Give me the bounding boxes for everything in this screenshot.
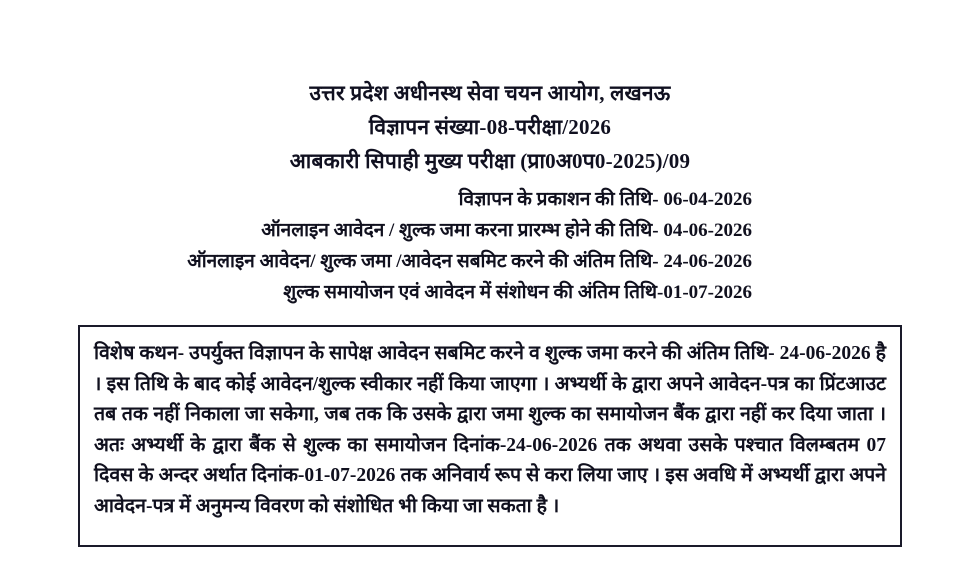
- date-application-start: ऑनलाइन आवेदन / शुल्क जमा करना प्रारम्भ होने की तिथि- 04-06-2026: [261, 220, 752, 241]
- exam-name: आबकारी सिपाही मुख्य परीक्षा (प्रा0अ0प0-2025)/09: [289, 149, 691, 173]
- advertisement-number: विज्ञापन संख्या-08-परीक्षा/2026: [368, 115, 612, 139]
- important-dates-list: [0, 184, 980, 308]
- date-application-last: ऑनलाइन आवेदन/ शुल्क जमा /आवेदन सबमिट करने की अंतिम तिथि- 24-06-2026: [187, 251, 752, 272]
- date-fee-adjustment-last: शुल्क समायोजन एवं आवेदन में संशोधन की अंतिम तिथि-01-07-2026: [283, 282, 752, 303]
- organization-title: उत्तर प्रदेश अधीनस्थ सेवा चयन आयोग, लखनऊ: [309, 81, 671, 105]
- document-header: [0, 0, 980, 178]
- date-publication: विज्ञापन के प्रकाशन की तिथि- 06-04-2026: [458, 189, 752, 210]
- special-notice-box: [78, 325, 902, 547]
- special-notice-text: विशेष कथन- उपर्युक्त विज्ञापन के सापेक्ष आवेदन सबमिट करने व शुल्क जमा करने की अंतिम तिथि- 24-06-2026 है । इस तिथि के बाद कोई आवेदन/शुल्क स्वीकार नहीं किया जाएगा । अभ्यर्थी के द्वारा अपने आवेदन-पत्र का प्रिंटआउट तब तक नहीं निकाला जा सकेगा, जब तक कि उसके द्वारा जमा शुल्क का समायोजन बैंक द्वारा नहीं कर दिया जाता । अतः अभ्यर्थी के द्वारा बैंक से शुल्क का समायोजन दिनांक-24-06-2026 तक अथवा उसके पश्चात विलम्बतम 07 दिवस के अन्दर अर्थात दिनांक-01-07-2026 तक अनिवार्य रूप से करा लिया जाए । इस अवधि में अभ्यर्थी द्वारा अपने आवेदन-पत्र में अनुमन्य विवरण को संशोधित भी किया जा सकता है ।: [94, 343, 886, 517]
